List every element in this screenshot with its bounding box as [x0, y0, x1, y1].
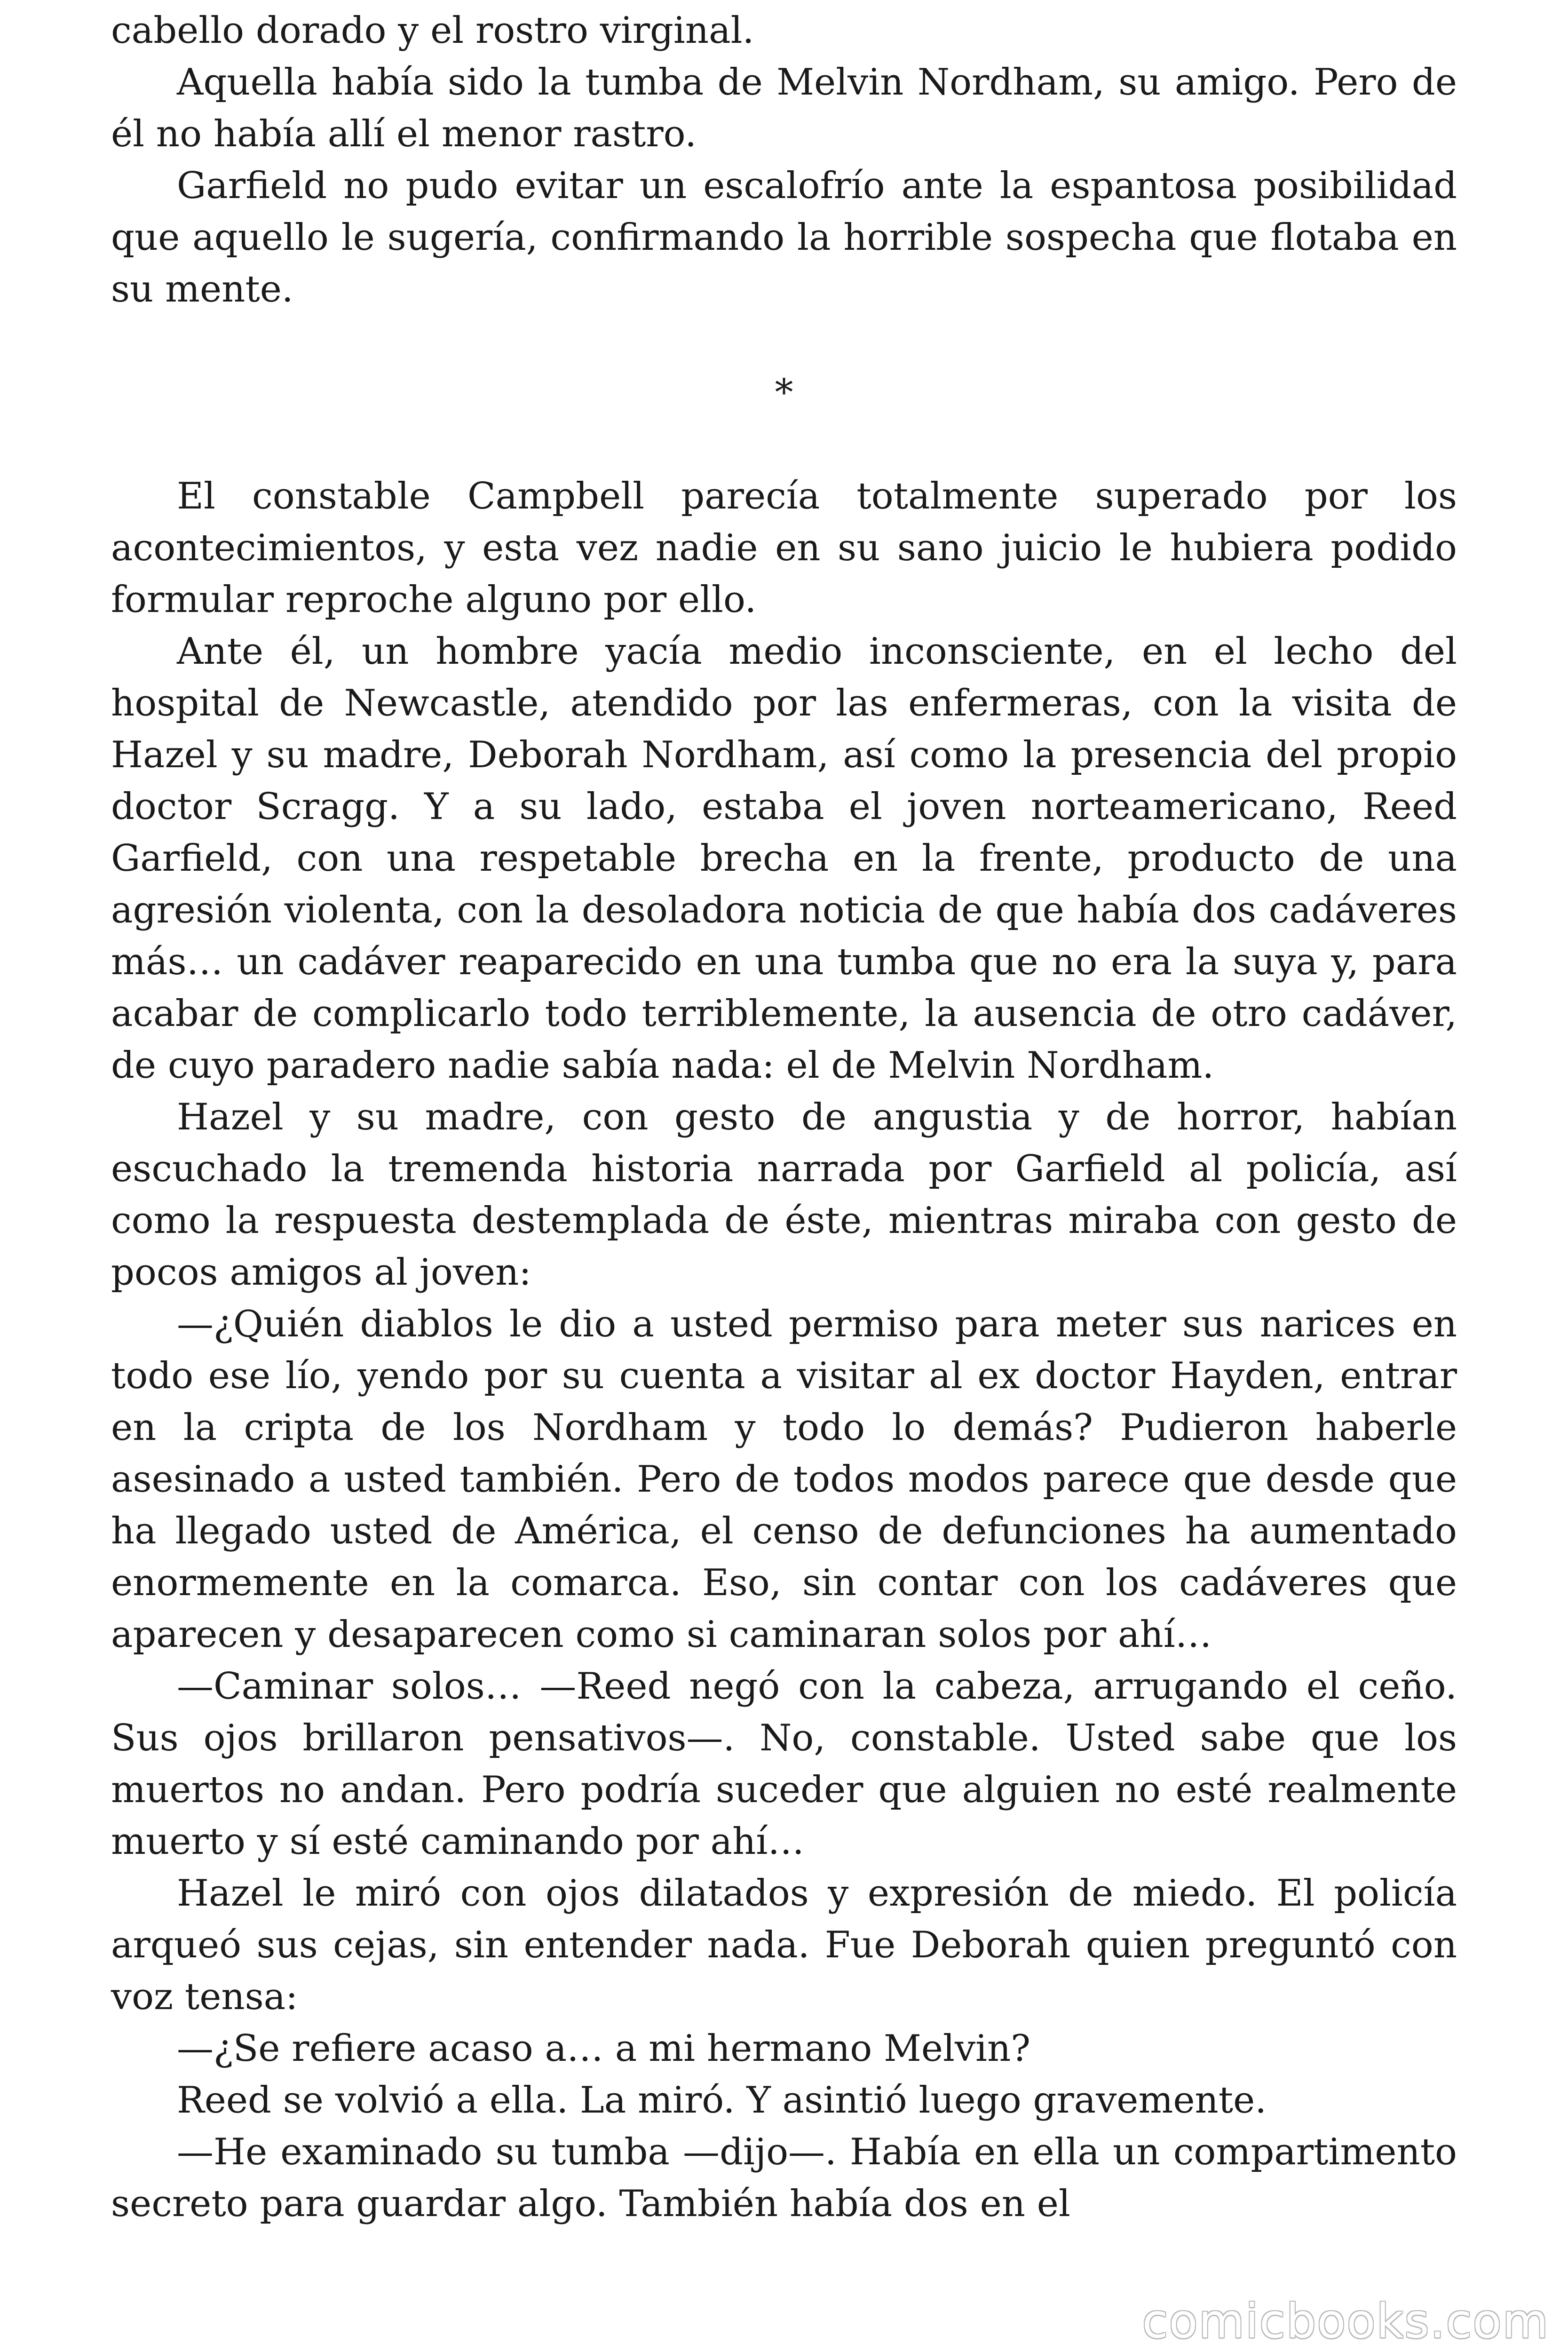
paragraph: El constable Campbell parecía totalmente superado por los acontecimientos, y esta vez nadie en su sano juicio le hubiera podido formular reproche alguno por ello.	[111, 475, 1457, 621]
paragraph: —He examinado su tumba —dijo—. Había en ella un compartimento secreto para guardar algo. También había dos en el	[111, 2131, 1457, 2225]
paragraph: Hazel y su madre, con gesto de angustia y de horror, habían escuchado la tremenda historia narrada por Garfield al policía, así como la respuesta destemplada de éste, mientras miraba con gesto de pocos amigos al joven:	[111, 1096, 1457, 1294]
paragraph: Hazel le miró con ojos dilatados y expresión de miedo. El policía arqueó sus cejas, sin entender nada. Fue Deborah quien preguntó con voz tensa:	[111, 1872, 1457, 2018]
paragraph: —Caminar solos… —Reed negó con la cabeza, arrugando el ceño. Sus ojos brillaron pensativos—. No, constable. Usted sabe que los muertos no andan. Pero podría suceder que alguien no esté realmente muerto y sí esté caminando por ahí…	[111, 1665, 1457, 1863]
watermark: comicbooks.com	[1142, 2294, 1549, 2349]
paragraph: cabello dorado y el rostro virginal.	[111, 9, 754, 52]
section-separator: *	[775, 372, 793, 414]
paragraph: —¿Quién diablos le dio a usted permiso para meter sus narices en todo ese lío, yendo por su cuenta a visitar al ex doctor Hayden, entrar en la cripta de los Nordham y todo lo demás? Pudieron haberle asesinado a usted también. Pero de todos modos parece que desde que ha llegado usted de América, el censo de defunciones ha aumentado enormemente en la comarca. Eso, sin contar con los cadáveres que aparecen y desaparecen como si caminaran solos por ahí…	[111, 1303, 1457, 1656]
paragraph: Garfield no pudo evitar un escalofrío ante la espantosa posibilidad que aquello le sugería, confirmando la horrible sospecha que flotaba en su mente.	[111, 165, 1457, 310]
paragraph: Aquella había sido la tumba de Melvin Nordham, su amigo. Pero de él no había allí el menor rastro.	[111, 61, 1457, 155]
page-text	[111, 5, 1457, 2230]
paragraph: Ante él, un hombre yacía medio inconsciente, en el lecho del hospital de Newcastle, atendido por las enfermeras, con la visita de Hazel y su madre, Deborah Nordham, así como la presencia del propio doctor Scragg. Y a su lado, estaba el joven norteamericano, Reed Garfield, con una respetable brecha en la frente, producto de una agresión violenta, con la desoladora noticia de que había dos cadáveres más… un cadáver reaparecido en una tumba que no era la suya y, para acabar de complicarlo todo terriblemente, la ausencia de otro cadáver, de cuyo paradero nadie sabía nada: el de Melvin Nordham.	[111, 630, 1457, 1087]
paragraph: —¿Se refiere acaso a… a mi hermano Melvin?	[177, 2027, 1031, 2070]
paragraph: Reed se volvió a ella. La miró. Y asintió luego gravemente.	[177, 2079, 1267, 2122]
